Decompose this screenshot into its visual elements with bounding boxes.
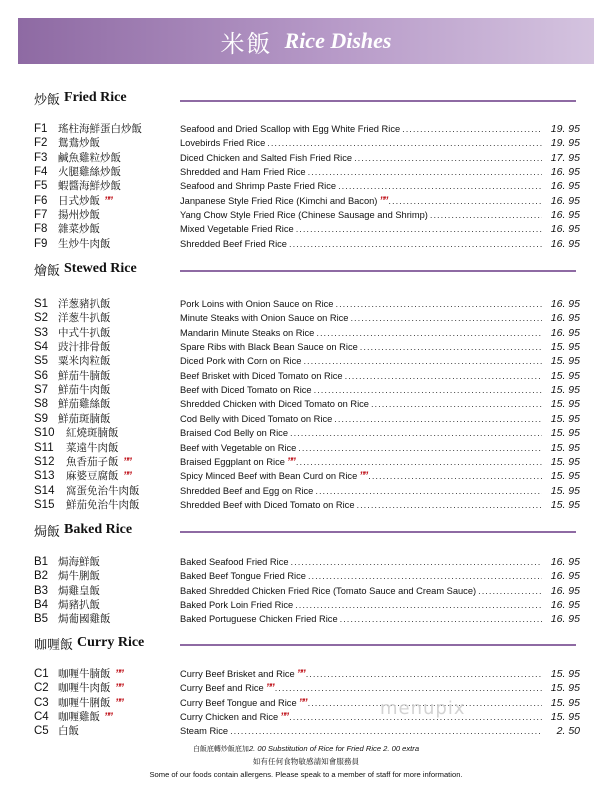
menu-item — [34, 354, 580, 368]
item-code: F1 — [34, 123, 48, 135]
dot-leader — [298, 442, 542, 455]
item-code: S12 — [34, 455, 55, 468]
menu-item — [34, 469, 580, 483]
item-chinese-name: 鮮茄牛腩飯 — [58, 369, 111, 382]
chili-icon: ”” — [104, 194, 111, 207]
item-price: 16. 95 — [550, 223, 580, 236]
item-price: 17. 95 — [550, 151, 580, 164]
section-title-chinese: 焗飯 — [34, 524, 61, 540]
menu-item — [34, 667, 580, 681]
item-description-row — [180, 180, 580, 193]
item-price: 15. 95 — [550, 711, 580, 724]
dot-leader — [340, 613, 542, 626]
item-description-row — [180, 166, 580, 179]
dot-leader — [316, 327, 542, 340]
item-description: Spicy Minced Beef with Bean Curd on Rice — [180, 471, 358, 482]
item-price: 15. 95 — [550, 668, 580, 680]
item-price: 2. 50 — [556, 725, 580, 738]
section-title — [34, 259, 137, 279]
item-code: B4 — [34, 599, 49, 612]
item-chinese-name: 咖喱雞飯 — [58, 711, 100, 724]
item-price: 15. 95 — [550, 412, 580, 425]
item-description: Mandarin Minute Steaks on Rice — [180, 327, 315, 338]
item-code: S5 — [34, 355, 49, 368]
item-description: Shredded Beef Fried Rice — [180, 238, 287, 249]
item-code: F2 — [34, 137, 48, 150]
chili-icon: ”” — [115, 682, 122, 695]
section-title-english: Stewed Rice — [64, 261, 137, 276]
item-price: 15. 95 — [550, 398, 580, 411]
item-code: S4 — [34, 341, 49, 354]
section-title — [34, 520, 132, 540]
item-code: C5 — [34, 725, 49, 738]
item-code: F8 — [34, 223, 48, 236]
section-divider — [180, 644, 576, 646]
item-description-row — [180, 152, 580, 165]
dot-leader — [338, 180, 542, 193]
page-title-chinese: 米飯 — [220, 29, 273, 58]
watermark: menupix — [380, 698, 466, 719]
item-chinese-name: 窩蛋免治牛肉飯 — [66, 484, 140, 497]
item-chinese-name: 菜遠牛肉飯 — [66, 441, 119, 454]
item-code: F7 — [34, 209, 48, 222]
item-price: 16. 95 — [550, 209, 580, 222]
item-chinese-name: 生炒牛肉飯 — [58, 237, 111, 250]
item-description: Braised Eggplant on Rice — [180, 456, 285, 467]
menu-item — [34, 569, 580, 583]
item-description-row — [180, 556, 580, 569]
dot-leader — [360, 341, 542, 354]
item-price: 16. 95 — [550, 298, 580, 310]
section-divider — [180, 270, 576, 272]
item-description-row — [180, 223, 580, 236]
section-title-english: Baked Rice — [64, 522, 133, 537]
item-description: Spare Ribs with Black Bean Sauce on Rice — [180, 342, 358, 353]
section-title-chinese: 咖喱飯 — [34, 637, 74, 653]
item-description-row — [180, 599, 580, 612]
item-chinese-name: 咖喱牛腩飯 — [58, 668, 111, 680]
dot-leader — [306, 668, 542, 681]
item-price: 15. 95 — [550, 470, 580, 483]
item-description: Pork Loins with Onion Sauce on Rice — [180, 299, 334, 309]
item-description: Braised Cod Belly on Rice — [180, 428, 288, 439]
item-price: 16. 95 — [550, 312, 580, 325]
item-description: Shredded and Ham Fried Rice — [180, 167, 306, 178]
item-chinese-name: 焗豬扒飯 — [58, 599, 100, 612]
item-chinese-name: 魚香茄子飯 — [66, 455, 119, 468]
item-price: 19. 95 — [550, 137, 580, 150]
menu-item — [34, 222, 580, 236]
item-chinese-name: 白飯 — [58, 725, 79, 738]
item-description: Curry Beef Brisket and Rice — [180, 669, 295, 679]
item-code: B2 — [34, 570, 49, 583]
item-description-row — [180, 312, 580, 325]
item-price: 15. 95 — [550, 369, 580, 382]
item-price: 16. 95 — [550, 556, 580, 568]
item-description-row — [180, 355, 580, 368]
item-price: 15. 95 — [550, 441, 580, 454]
item-description: Curry Beef Tongue and Rice — [180, 697, 297, 708]
item-description: Curry Beef and Rice — [180, 683, 264, 694]
footer-substitution-english: 2. 00 Substitution of Rice for Fried Rice 2. 00 extra — [248, 744, 420, 753]
item-chinese-name: 雜菜炒飯 — [58, 223, 100, 236]
item-chinese-name: 紅燒斑腩飯 — [66, 427, 119, 440]
menu-item — [34, 724, 580, 738]
menu-item — [34, 151, 580, 165]
dot-leader — [354, 152, 542, 165]
chili-icon: ”” — [286, 455, 294, 468]
dot-leader — [296, 223, 542, 236]
item-chinese-name: 洋葱牛扒飯 — [58, 312, 111, 325]
menu-item — [34, 194, 580, 208]
item-chinese-name: 瑤柱海鮮蛋白炒飯 — [58, 123, 142, 135]
dot-leader — [430, 209, 542, 222]
item-chinese-name: 粟米肉粒飯 — [58, 355, 111, 368]
item-price: 16. 95 — [550, 584, 580, 597]
item-code: F4 — [34, 166, 48, 179]
menu-item — [34, 165, 580, 179]
dot-leader — [402, 123, 542, 136]
item-description: Baked Beef Tongue Fried Rice — [180, 571, 306, 582]
item-description-row — [180, 327, 580, 340]
item-price: 16. 95 — [550, 326, 580, 339]
item-chinese-name: 日式炒飯 — [58, 194, 100, 207]
item-description-row — [180, 137, 580, 150]
item-description-row — [180, 585, 580, 598]
dot-leader — [371, 398, 542, 411]
item-description-row — [180, 195, 580, 208]
dot-leader — [303, 355, 542, 368]
menu-item — [34, 484, 580, 498]
item-description: Seafood and Shrimp Paste Fried Rice — [180, 181, 337, 192]
menu-item — [34, 237, 580, 251]
item-description-row — [180, 341, 580, 354]
section-title-chinese: 炒飯 — [34, 92, 61, 108]
item-code: F6 — [34, 194, 48, 207]
menu-item — [34, 412, 580, 426]
menu-item — [34, 326, 580, 340]
chili-icon: ”” — [280, 711, 288, 724]
dot-leader — [388, 195, 542, 208]
item-description: Diced Pork with Corn on Rice — [180, 356, 302, 367]
footer-substitution — [0, 744, 612, 754]
item-chinese-name: 麻婆豆腐飯 — [66, 470, 119, 483]
item-chinese-name: 鮮茄免治牛肉飯 — [66, 498, 140, 511]
menu-item — [34, 208, 580, 222]
item-chinese-name: 焗海鮮飯 — [58, 556, 100, 568]
chili-icon: ”” — [298, 696, 306, 709]
item-price: 15. 95 — [550, 455, 580, 468]
menu-item — [34, 555, 580, 569]
item-price: 19. 95 — [550, 123, 580, 135]
chili-icon: ”” — [115, 696, 122, 709]
item-chinese-name: 蝦醬海鮮炒飯 — [58, 180, 121, 193]
item-chinese-name: 鮮茄牛肉飯 — [58, 384, 111, 397]
item-price: 15. 95 — [550, 341, 580, 354]
item-description-row — [180, 442, 580, 455]
dot-leader — [314, 384, 542, 397]
item-description: Curry Chicken and Rice — [180, 712, 279, 723]
item-chinese-name: 焗牛脷飯 — [58, 570, 100, 583]
menu-item — [34, 383, 580, 397]
dot-leader — [315, 485, 542, 498]
chili-icon: ”” — [296, 668, 304, 680]
dot-leader — [289, 238, 542, 251]
item-code: S9 — [34, 412, 49, 425]
chili-icon: ”” — [123, 455, 130, 468]
item-description: Baked Shredded Chicken Fried Rice (Tomato Sauce and Cream Sauce) — [180, 585, 477, 596]
item-chinese-name: 鹹魚雞粒炒飯 — [58, 151, 121, 164]
item-description: Minute Steaks with Onion Sauce on Rice — [180, 313, 349, 324]
item-code: C4 — [34, 711, 49, 724]
item-description-row — [180, 427, 580, 440]
dot-leader — [230, 725, 542, 738]
menu-item — [34, 397, 580, 411]
item-chinese-name: 豉汁排骨飯 — [58, 341, 111, 354]
item-code: B5 — [34, 613, 49, 626]
item-price: 15. 95 — [550, 696, 580, 709]
dot-leader — [350, 312, 542, 325]
menu-item — [34, 340, 580, 354]
menu-item — [34, 426, 580, 440]
item-price: 16. 95 — [550, 613, 580, 626]
item-code: S2 — [34, 312, 49, 325]
item-description-row — [180, 668, 580, 681]
section-title-english: Curry Rice — [77, 635, 145, 650]
item-description-row — [180, 485, 580, 498]
menu-item — [34, 311, 580, 325]
item-description-row — [180, 499, 580, 512]
menu-item — [34, 498, 580, 512]
item-description: Janpanese Style Fried Rice (Kimchi and Bacon) — [180, 195, 378, 206]
item-description: Yang Chow Style Fried Rice (Chinese Sausage and Shrimp) — [180, 210, 428, 221]
item-description: Steam Rice — [180, 726, 229, 737]
item-description-row — [180, 456, 580, 469]
item-description-row — [180, 384, 580, 397]
item-description: Cod Belly with Diced Tomato on Rice — [180, 413, 333, 424]
section-divider — [180, 100, 576, 102]
item-description: Shredded Beef with Diced Tomato on Rice — [180, 499, 355, 510]
item-description-row — [180, 370, 580, 383]
dot-leader — [345, 370, 542, 383]
dot-leader — [291, 556, 542, 569]
item-code: S15 — [34, 498, 55, 511]
footer-allergen-english: Some of our foods contain allergens. Please speak to a member of staff for more information. — [149, 770, 463, 779]
menu-item — [34, 136, 580, 150]
item-price: 16. 95 — [550, 194, 580, 207]
item-chinese-name: 揚州炒飯 — [58, 209, 100, 222]
item-code: F9 — [34, 237, 48, 250]
item-description: Beef with Vegetable on Rice — [180, 442, 297, 453]
dot-leader — [357, 499, 542, 512]
item-code: B1 — [34, 556, 49, 568]
item-chinese-name: 咖喱牛脷飯 — [58, 696, 111, 709]
item-description: Beef Brisket with Diced Tomato on Rice — [180, 370, 343, 381]
item-code: S3 — [34, 326, 49, 339]
item-description: Lovebirds Fried Rice — [180, 138, 266, 149]
item-code: F3 — [34, 151, 48, 164]
item-chinese-name: 鮮茄斑腩飯 — [58, 412, 111, 425]
menu-item — [34, 612, 580, 626]
menu-item — [34, 369, 580, 383]
item-description: Baked Portuguese Chicken Fried Rice — [180, 614, 338, 625]
menu-item — [34, 696, 580, 710]
menu-item — [34, 179, 580, 193]
item-price: 16. 95 — [550, 599, 580, 612]
menu-item — [34, 455, 580, 469]
item-description: Mixed Vegetable Fried Rice — [180, 224, 294, 235]
menu-item — [34, 441, 580, 455]
item-price: 15. 95 — [550, 384, 580, 397]
item-description: Beef with Diced Tomato on Rice — [180, 385, 312, 396]
item-chinese-name: 中式牛扒飯 — [58, 326, 111, 339]
item-price: 15. 95 — [550, 355, 580, 368]
item-code: S1 — [34, 298, 49, 310]
item-chinese-name: 焗雞皇飯 — [58, 584, 100, 597]
item-price: 16. 95 — [550, 570, 580, 583]
footer-allergen-chinese: 如有任何食物敏感請知會服務員 — [252, 757, 360, 766]
item-description-row — [180, 470, 580, 483]
item-price: 16. 95 — [550, 180, 580, 193]
item-code: S14 — [34, 484, 55, 497]
item-chinese-name: 鴛鴦炒飯 — [58, 137, 100, 150]
item-code: B3 — [34, 584, 49, 597]
dot-leader — [334, 413, 542, 426]
item-description-row — [180, 209, 580, 222]
item-price: 16. 95 — [550, 237, 580, 250]
item-chinese-name: 咖喱牛肉飯 — [58, 682, 111, 695]
item-price: 15. 95 — [550, 682, 580, 695]
item-description-row — [180, 613, 580, 626]
dot-leader — [335, 298, 542, 311]
item-description-row — [180, 398, 580, 411]
item-description: Baked Pork Loin Fried Rice — [180, 600, 294, 611]
section-divider — [180, 531, 576, 533]
item-description-row — [180, 682, 580, 695]
item-chinese-name: 焗葡國雞飯 — [58, 613, 111, 626]
section-title-english: Fried Rice — [64, 90, 127, 105]
chili-icon: ”” — [359, 470, 367, 483]
menu-item — [34, 598, 580, 612]
item-description-row — [180, 238, 580, 251]
item-code: S8 — [34, 398, 49, 411]
item-code: S10 — [34, 427, 55, 440]
dot-leader — [478, 585, 542, 598]
item-chinese-name: 鮮茄雞絲飯 — [58, 398, 111, 411]
item-description-row — [180, 413, 580, 426]
item-description: Baked Seafood Fried Rice — [180, 557, 289, 567]
item-description-row — [180, 298, 580, 311]
chili-icon: ”” — [104, 711, 111, 724]
section-title-chinese: 燴飯 — [34, 263, 61, 279]
chili-icon: ”” — [379, 194, 387, 207]
item-code: C3 — [34, 696, 49, 709]
item-chinese-name: 洋葱豬扒飯 — [58, 298, 111, 310]
page-title-english: Rice Dishes — [284, 28, 392, 53]
item-description: Shredded Chicken with Diced Tomato on Rice — [180, 399, 369, 410]
menu-item — [34, 710, 580, 724]
item-code: S13 — [34, 470, 55, 483]
section-title — [34, 88, 127, 108]
item-price: 15. 95 — [550, 484, 580, 497]
item-price: 15. 95 — [550, 498, 580, 511]
item-price: 15. 95 — [550, 427, 580, 440]
item-description-row — [180, 725, 580, 738]
title-banner — [18, 18, 594, 64]
chili-icon: ”” — [115, 668, 122, 680]
item-chinese-name: 火腿雞絲炒飯 — [58, 166, 121, 179]
dot-leader — [308, 166, 542, 179]
dot-leader — [275, 682, 542, 695]
menu-item — [34, 681, 580, 695]
chili-icon: ”” — [123, 470, 130, 483]
item-code: C2 — [34, 682, 49, 695]
menu-item — [34, 584, 580, 598]
item-description-row — [180, 570, 580, 583]
item-description: Shredded Beef and Egg on Rice — [180, 485, 314, 496]
item-description: Seafood and Dried Scallop with Egg White Fried Rice — [180, 124, 401, 134]
item-description-row — [180, 123, 580, 136]
item-code: C1 — [34, 668, 49, 680]
menu-item — [34, 297, 580, 311]
item-description: Diced Chicken and Salted Fish Fried Rice — [180, 152, 353, 163]
item-code: F5 — [34, 180, 48, 193]
menu-item — [34, 122, 580, 136]
dot-leader — [290, 427, 542, 440]
dot-leader — [296, 456, 542, 469]
item-code: S7 — [34, 384, 49, 397]
dot-leader — [295, 599, 542, 612]
item-code: S6 — [34, 369, 49, 382]
footer-substitution-chinese: 白飯底轉炒飯底加 — [192, 745, 249, 753]
dot-leader — [308, 570, 542, 583]
dot-leader — [267, 137, 542, 150]
item-price: 16. 95 — [550, 166, 580, 179]
dot-leader — [368, 470, 542, 483]
chili-icon: ”” — [265, 682, 273, 695]
section-title — [34, 633, 144, 653]
item-code: S11 — [34, 441, 54, 454]
